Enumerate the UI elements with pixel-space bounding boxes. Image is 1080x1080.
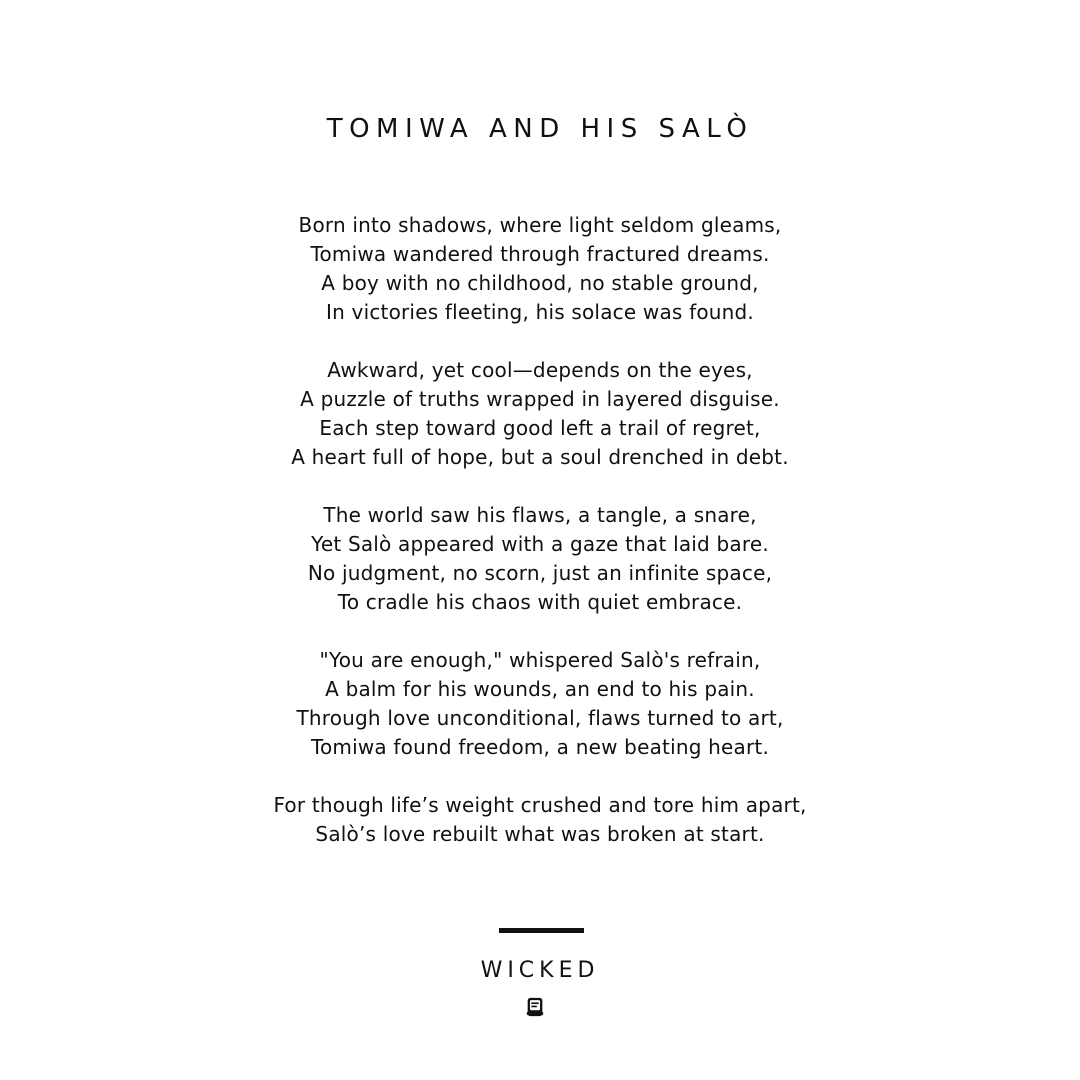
poem-line: A puzzle of truths wrapped in layered disguise.: [300, 387, 780, 411]
stanza-2: [0, 356, 1080, 472]
poem-line: A boy with no childhood, no stable ground,: [321, 271, 759, 295]
poem-line: Awkward, yet cool—depends on the eyes,: [327, 358, 753, 382]
poem-line: A heart full of hope, but a soul drenched in debt.: [291, 445, 789, 469]
poem-line: The world saw his flaws, a tangle, a snare,: [323, 503, 757, 527]
poem-title: TOMIWA AND HIS SALÒ: [326, 114, 754, 144]
poem-line: A balm for his wounds, an end to his pain.: [325, 677, 755, 701]
poem-line: No judgment, no scorn, just an infinite space,: [307, 561, 773, 585]
scroll-icon: [524, 996, 546, 1018]
poem-line: In victories fleeting, his solace was found.: [326, 300, 754, 324]
poem-line: Yet Salò appeared with a gaze that laid bare.: [311, 532, 769, 556]
poem-line: Salò’s love rebuilt what was broken at start.: [315, 822, 765, 846]
poem-line: Tomiwa wandered through fractured dreams.: [310, 242, 770, 266]
stanza-5: [0, 791, 1080, 849]
poem-line: Through love unconditional, flaws turned to art,: [296, 706, 784, 730]
poem-body: [0, 211, 1080, 878]
poem-line: "You are enough," whispered Salò's refrain,: [319, 648, 761, 672]
author-signature: WICKED: [480, 958, 600, 983]
stanza-3: [0, 501, 1080, 617]
poem-line: Born into shadows, where light seldom gleams,: [298, 213, 782, 237]
poem-line: For though life’s weight crushed and tore him apart,: [273, 793, 807, 817]
poem-line: To cradle his chaos with quiet embrace.: [337, 590, 743, 614]
poem-line: Each step toward good left a trail of regret,: [319, 416, 761, 440]
poem-line: Tomiwa found freedom, a new beating heart.: [310, 735, 770, 759]
divider-bar: [499, 928, 584, 933]
stanza-4: [0, 646, 1080, 762]
stanza-1: [0, 211, 1080, 327]
